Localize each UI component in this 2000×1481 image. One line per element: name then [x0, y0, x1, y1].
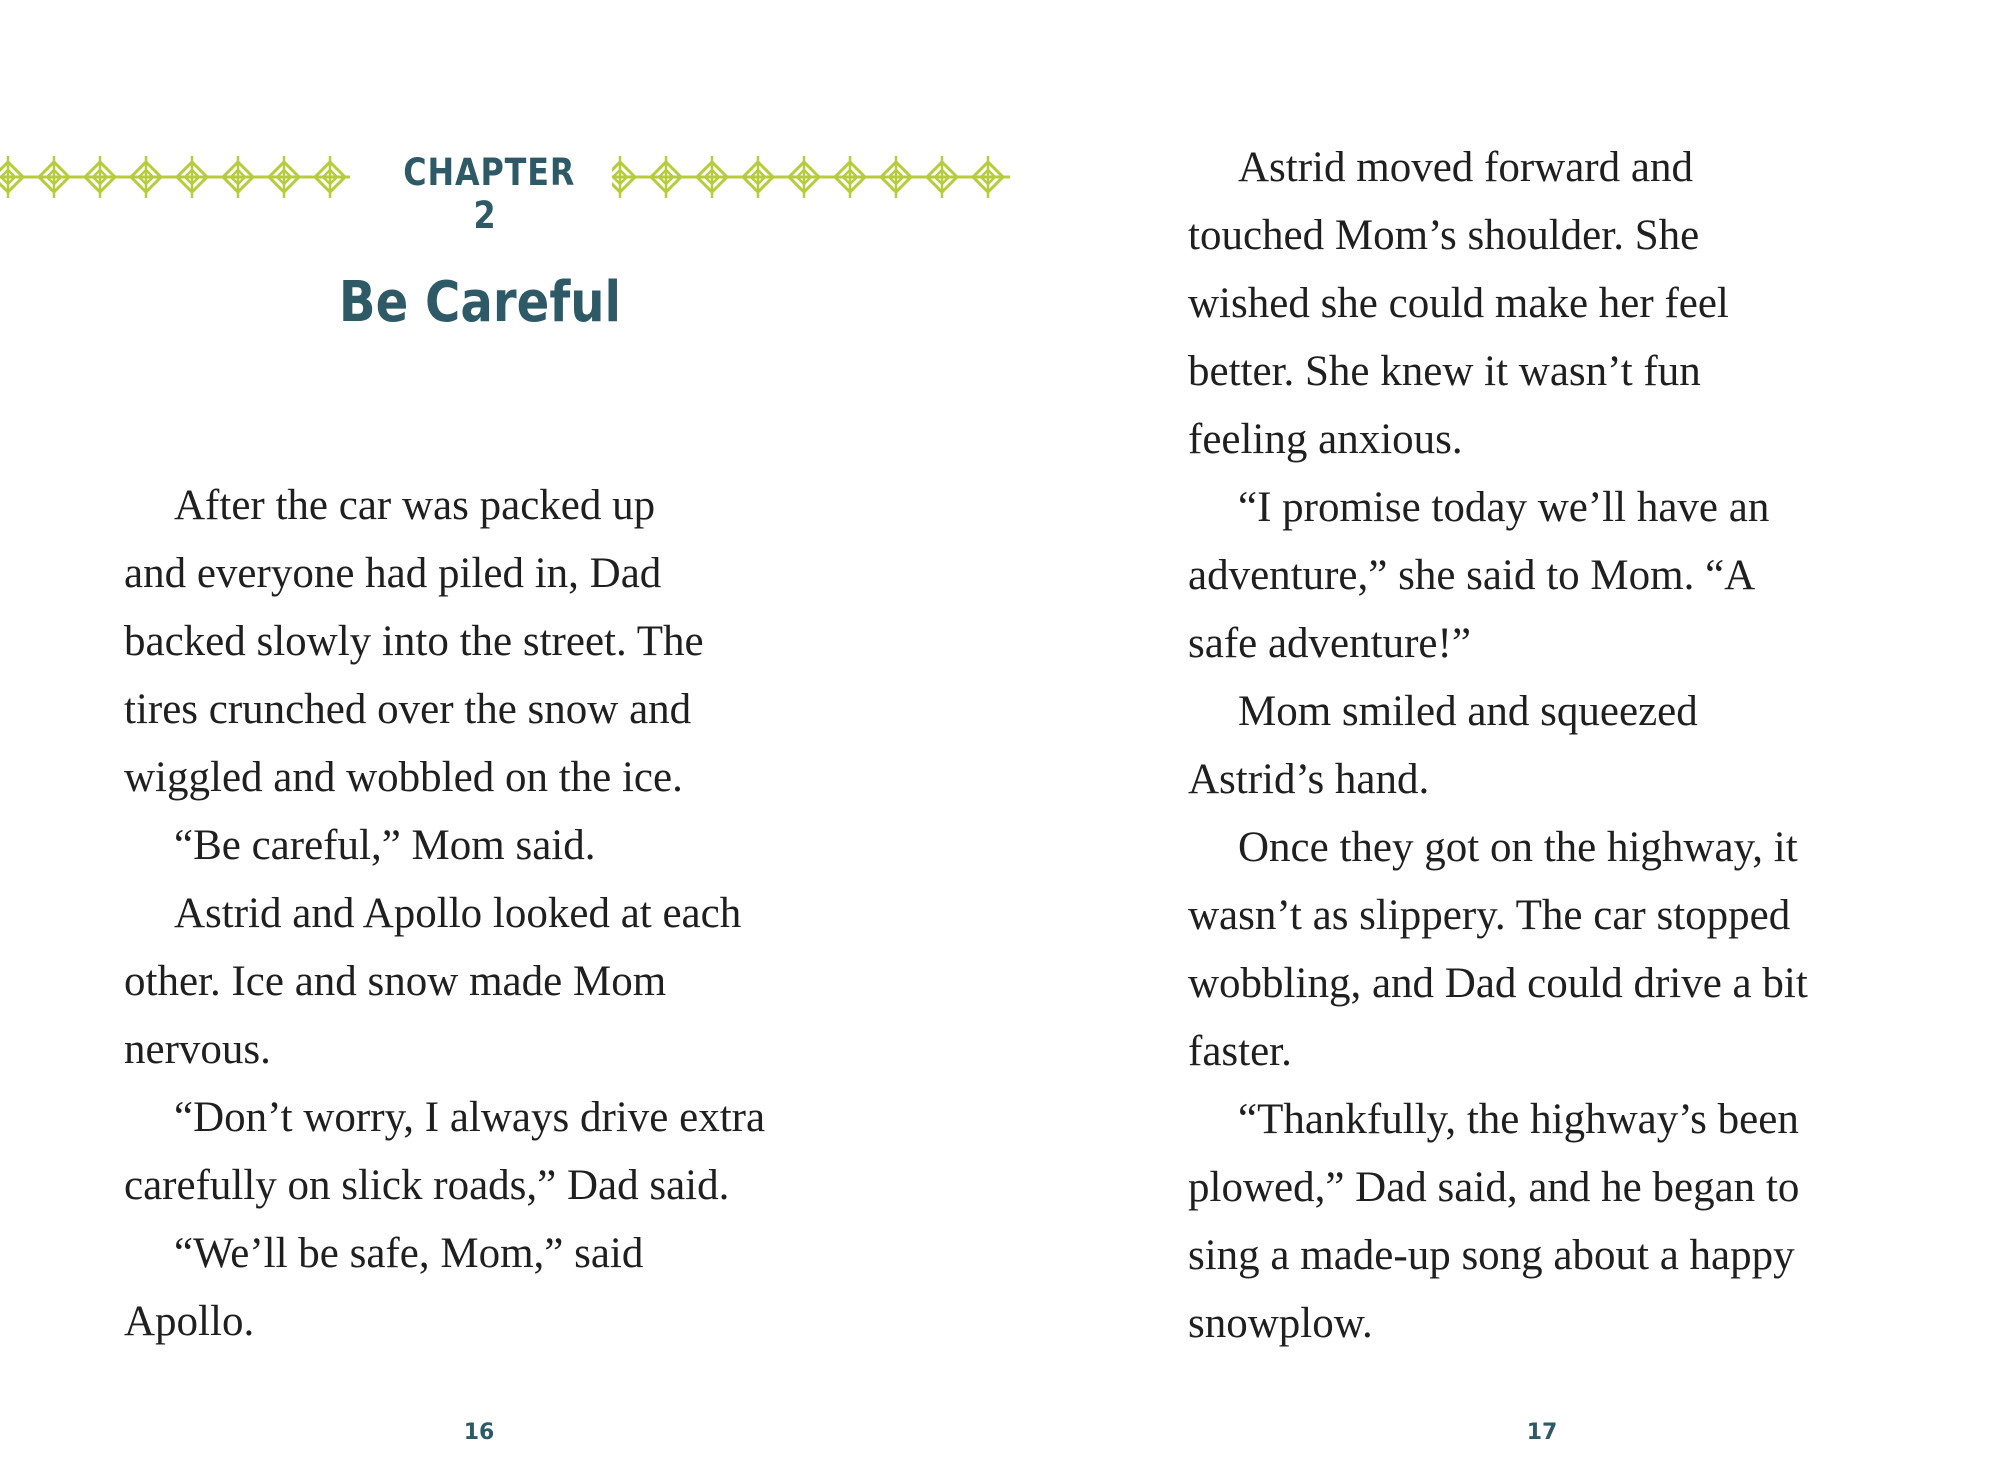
- text-line: better. She knew it wasn’t fun: [1188, 348, 1701, 395]
- text-line: Once they got on the highway, it: [1238, 824, 1798, 871]
- text-line: wobbling, and Dad could drive a bit: [1188, 960, 1808, 1007]
- text-line: wiggled and wobbled on the ice.: [124, 754, 683, 801]
- right-page: [1000, 0, 2000, 1481]
- text-line: tires crunched over the snow and: [124, 686, 692, 733]
- text-line: “Thankfully, the highway’s been: [1238, 1096, 1799, 1143]
- text-line: backed slowly into the street. The: [124, 618, 704, 665]
- chapter-label: CHAPTER 2: [403, 151, 576, 237]
- text-line: nervous.: [124, 1026, 271, 1073]
- ornament-border-right: [612, 145, 1010, 209]
- text-line: sing a made-up song about a happy: [1188, 1232, 1795, 1279]
- text-line: Astrid and Apollo looked at each: [174, 890, 742, 937]
- chapter-header: [0, 145, 1010, 237]
- text-line: other. Ice and snow made Mom: [124, 958, 667, 1005]
- right-page-body: [1188, 134, 1908, 1358]
- text-line: Astrid’s hand.: [1188, 756, 1430, 803]
- text-line: After the car was packed up: [174, 482, 656, 529]
- text-line: “We’ll be safe, Mom,” said: [174, 1230, 644, 1277]
- text-line: Apollo.: [124, 1298, 255, 1345]
- chapter-title: Be Careful: [338, 270, 622, 335]
- text-line: Astrid moved forward and: [1238, 144, 1693, 191]
- text-line: touched Mom’s shoulder. She: [1188, 212, 1700, 259]
- text-line: wasn’t as slippery. The car stopped: [1188, 892, 1791, 939]
- text-line: Mom smiled and squeezed: [1238, 688, 1698, 735]
- ornament-border-left: [0, 145, 350, 209]
- text-line: plowed,” Dad said, and he began to: [1188, 1164, 1800, 1211]
- text-line: “I promise today we’ll have an: [1238, 484, 1770, 531]
- left-page-body: [124, 472, 844, 1356]
- text-line: feeling anxious.: [1188, 416, 1463, 463]
- text-line: wished she could make her feel: [1188, 280, 1729, 327]
- text-line: and everyone had piled in, Dad: [124, 550, 662, 597]
- page-number-left: 16: [463, 1420, 495, 1445]
- text-line: “Don’t worry, I always drive extra: [174, 1094, 766, 1141]
- page-number-right: 17: [1526, 1420, 1558, 1445]
- text-line: carefully on slick roads,” Dad said.: [124, 1162, 730, 1209]
- text-line: snowplow.: [1188, 1300, 1373, 1347]
- text-line: faster.: [1188, 1028, 1292, 1075]
- text-line: “Be careful,” Mom said.: [174, 822, 596, 869]
- text-line: safe adventure!”: [1188, 620, 1471, 667]
- text-line: adventure,” she said to Mom. “A: [1188, 552, 1756, 599]
